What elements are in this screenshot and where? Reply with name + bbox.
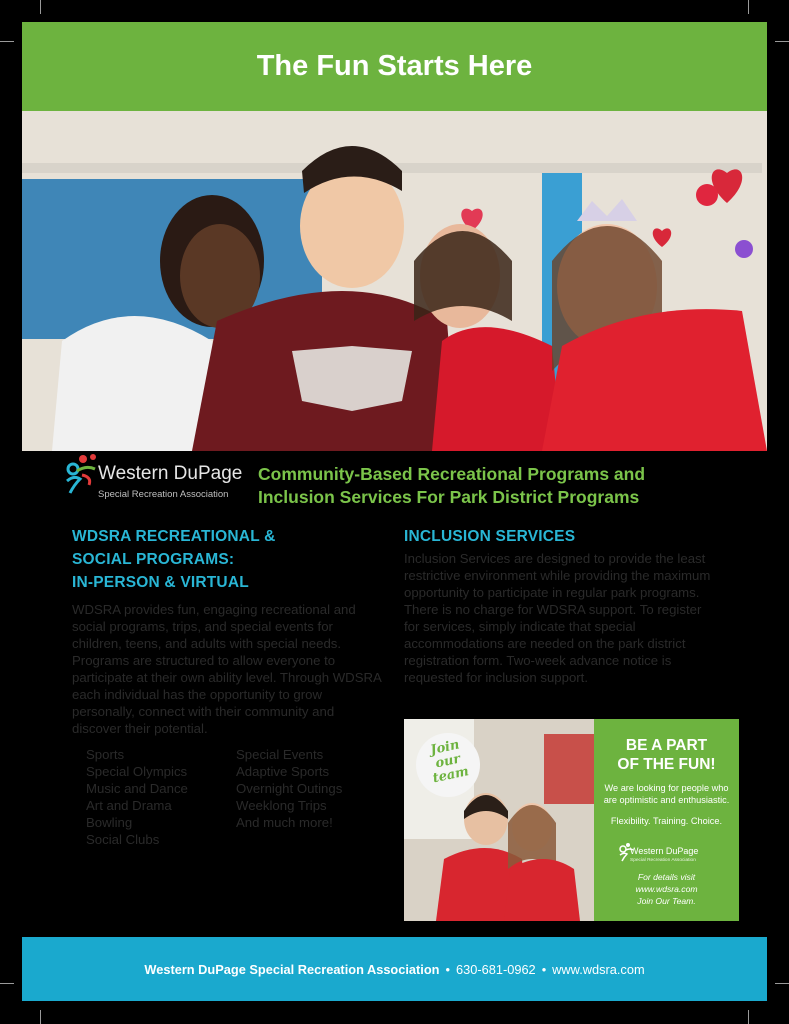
crop-mark (40, 0, 41, 14)
list-item: Music and Dance (86, 781, 188, 796)
crop-mark (40, 1010, 41, 1024)
brand-row (62, 445, 767, 515)
heading-line-2: SOCIAL PROGRAMS: (72, 551, 235, 568)
crop-mark (775, 983, 789, 984)
promo-logo-name: Western DuPage (630, 846, 699, 856)
list-item: And much more! (236, 815, 333, 830)
footer-separator: • (541, 961, 547, 977)
inclusion-heading: INCLUSION SERVICES (404, 528, 576, 545)
list-item: Art and Drama (86, 798, 172, 813)
details-link[interactable]: www.wdsra.com (635, 884, 698, 894)
join-team-promo (404, 719, 739, 921)
footer-org: Western DuPage Special Recreation Association (144, 961, 440, 977)
crop-mark (0, 983, 14, 984)
list-item: Special Events (236, 747, 324, 762)
promo-title-line-1: BE A PART (625, 737, 708, 754)
logo-name: Western DuPage (98, 463, 243, 484)
footer-phone[interactable]: 630-681-0962 (455, 961, 536, 977)
group-photo-illustration (22, 111, 767, 451)
promo-details (594, 871, 739, 907)
crop-mark (0, 41, 14, 42)
group-photo (22, 111, 767, 451)
details-line-1: For details visit (637, 872, 696, 882)
header-banner (22, 22, 767, 111)
list-item: Special Olympics (86, 764, 188, 779)
list-item: Social Clubs (86, 832, 160, 847)
program-list-a (86, 746, 188, 848)
tagline-line-2: Inclusion Services For Park District Programs (258, 487, 640, 507)
promo-logo-subtitle: Special Recreation Association (630, 858, 696, 863)
program-list-b (236, 746, 342, 831)
page-title: The Fun Starts Here (256, 50, 533, 82)
promo-title (594, 736, 739, 774)
tagline-line-1: Community-Based Recreational Programs and (258, 464, 646, 484)
list-item: Adaptive Sports (236, 764, 330, 779)
wdsra-logo (62, 445, 252, 511)
tagline (258, 463, 645, 509)
list-item: Bowling (86, 815, 133, 830)
left-column-heading (72, 525, 276, 594)
footer-separator: • (445, 961, 450, 977)
crop-mark (748, 0, 749, 14)
inclusion-paragraph: Inclusion Services are designed to provide the least restrictive environment while providing the maximum opportunity to participate in regular park programs. There is no charge for WDSRA support. To register for services, simply indicate that special accommodations are needed on the park district registration form. Two-week advance notice is requested for inclusion support. (404, 551, 711, 685)
programs-paragraph: WDSRA provides fun, engaging recreational and social programs, trips, and special events for children, teens, and adults with special needs. Programs are structured to allow everyone to participate at their own ability level. Through WDSRA each individual has the opportunity to grow personally, connect with their community and discover their potential. (72, 602, 382, 736)
footer-bar (22, 937, 767, 1001)
list-item: Overnight Outings (236, 781, 343, 796)
promo-panel (594, 719, 739, 921)
join-team-badge: Join our team (429, 737, 471, 787)
heading-line-1: WDSRA RECREATIONAL & (72, 528, 276, 545)
list-item: Sports (86, 747, 125, 762)
list-item: Weeklong Trips (236, 798, 327, 813)
logo-subtitle: Special Recreation Association (98, 489, 229, 500)
crop-mark (775, 41, 789, 42)
footer-website[interactable]: www.wdsra.com (552, 961, 645, 977)
promo-title-line-2: OF THE FUN! (617, 756, 716, 773)
heading-line-3: IN-PERSON & VIRTUAL (72, 574, 249, 591)
promo-text: We are looking for people who are optimistic and enthusiastic. (603, 783, 730, 805)
promo-photo (404, 719, 594, 921)
crop-mark (748, 1010, 749, 1024)
promo-tagline: Flexibility. Training. Choice. (610, 816, 723, 826)
logo-figures-icon (62, 449, 98, 501)
details-line-3: Join Our Team. (637, 896, 696, 906)
